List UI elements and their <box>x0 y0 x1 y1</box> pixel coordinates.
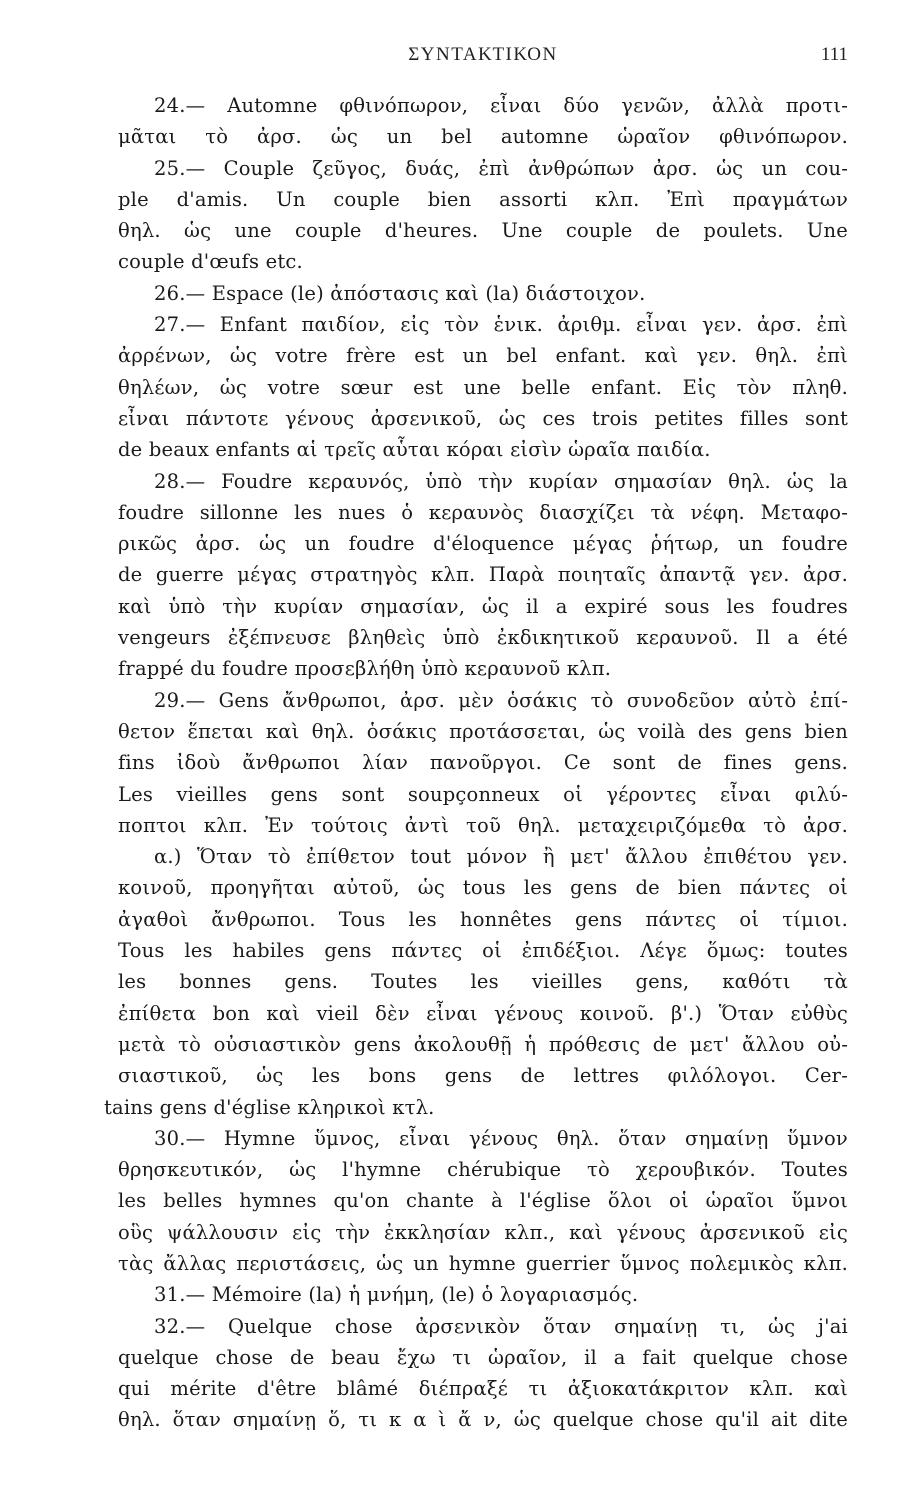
text-line: ρικῶς ἀρσ. ὡς un foudre d'éloquence μέγας ῥήτωρ, un foudre <box>118 532 848 556</box>
text-line: μᾶται τὸ ἀρσ. ὡς un bel automne ὡραῖον φθινόπωρον. <box>118 125 848 149</box>
text-line: 30.— Hymne ὕμνος, εἶναι γένους θηλ. ὅταν σημαίνῃ ὕμνον <box>154 1126 848 1150</box>
running-head <box>118 44 848 74</box>
body-text <box>104 90 848 1436</box>
text-line: ple d'amis. Un couple bien assorti κλπ. Ἐπὶ πραγμάτων <box>118 187 848 211</box>
text-line: 31.— Mémoire (la) ἡ μνήμη, (le) ὁ λογαριασμός. <box>154 1283 639 1307</box>
text-line: θηλέων, ὡς votre sœur est une belle enfant. Εἰς τὸν πληθ. <box>118 375 848 399</box>
text-line: les bonnes gens. Toutes les vieilles gens, καθότι τὰ <box>118 970 848 994</box>
text-line: οὓς ψάλλουσιν εἰς τὴν ἐκκλησίαν κλπ., καὶ γένους ἀρσενικοῦ εἰς <box>118 1220 848 1244</box>
text-line: θρησκευτικόν, ὡς l'hymne chérubique τὸ χερουβικόν. Toutes <box>118 1158 848 1182</box>
page-title: ΣΥΝΤΑΚΤΙΚΟΝ <box>408 44 558 65</box>
text-line: les belles hymnes qu'on chante à l'église ὅλοι οἱ ὡραῖοι ὕμνοι <box>118 1189 848 1213</box>
page-number: 111 <box>820 44 848 65</box>
text-line: de guerre μέγας στρατηγὸς κλπ. Παρὰ ποιηταῖς ἀπαντᾷ γεν. ἀρσ. <box>118 563 848 587</box>
text-line: θηλ. ὡς une couple d'heures. Une couple de poulets. Une <box>118 219 848 243</box>
text-line: 28.— Foudre κεραυνός, ὑπὸ τὴν κυρίαν σημασίαν θηλ. ὡς la <box>154 469 848 493</box>
text-line: ἀγαθοὶ ἄνθρωποι. Tous les honnêtes gens πάντες οἱ τίμιοι. <box>118 907 848 931</box>
text-line: qui mérite d'être blâmé διέπραξέ τι ἀξιοκατάκριτον κλπ. καὶ <box>118 1377 848 1401</box>
text-line: vengeurs ἐξέπνευσε βληθεὶς ὑπὸ ἐκδικητικοῦ κεραυνοῦ. Il a été <box>118 626 848 650</box>
text-line: εἶναι πάντοτε γένους ἀρσενικοῦ, ὡς ces trois petites filles sont <box>118 406 848 430</box>
text-line: α.) Ὅταν τὸ ἐπίθετον tout μόνον ἢ μετ' ἄλλου ἐπιθέτου γεν. <box>154 845 848 869</box>
text-line: 26.— Espace (le) ἀπόστασις καὶ (la) διάστοιχον. <box>154 281 646 305</box>
text-line: 29.— Gens ἄνθρωποι, ἀρσ. μὲν ὁσάκις τὸ συνοδεῦον αὐτὸ ἐπί- <box>154 688 848 712</box>
text-line: θετον ἕπεται καὶ θηλ. ὁσάκις προτάσσεται, ὡς voilà des gens bien <box>118 719 848 743</box>
text-line: καὶ ὑπὸ τὴν κυρίαν σημασίαν, ὡς il a expiré sous les foudres <box>118 594 848 618</box>
text-line: Tous les habiles gens πάντες οἱ ἐπιδέξιοι. Λέγε ὅμως: toutes <box>118 939 848 963</box>
text-line: τὰς ἄλλας περιστάσεις, ὡς un hymne guerrier ὕμνος πολεμικὸς κλπ. <box>118 1251 848 1275</box>
text-line: de beaux enfants αἱ τρεῖς αὗται κόραι εἰσὶν ὡραῖα παιδία. <box>118 438 711 462</box>
text-line: frappé du foudre προσεβλήθη ὑπὸ κεραυνοῦ κλπ. <box>118 657 612 681</box>
text-line: 25.— Couple ζεῦγος, δυάς, ἐπὶ ἀνθρώπων ἀρσ. ὡς un cou- <box>154 156 848 180</box>
text-line: ἀρρένων, ὡς votre frère est un bel enfant. καὶ γεν. θηλ. ἐπὶ <box>118 344 848 368</box>
text-line: fins ἰδοὺ ἄνθρωποι λίαν πανοῦργοι. Ce sont de fines gens. <box>118 751 848 775</box>
text-line: 27.— Enfant παιδίον, εἰς τὸν ἑνικ. ἀριθμ. εἶναι γεν. ἀρσ. ἐπὶ <box>154 313 848 337</box>
text-line: couple d'œufs etc. <box>118 250 303 274</box>
text-line: ἐπίθετα bon καὶ vieil δὲν εἶναι γένους κοινοῦ. β'.) Ὅταν εὐθὺς <box>118 1001 848 1025</box>
text-line: θηλ. ὅταν σημαίνῃ ὅ, τι κ α ὶ ἄ ν, ὡς quelque chose qu'il ait dite <box>118 1408 848 1432</box>
text-line: quelque chose de beau ἔχω τι ὡραῖον, il a fait quelque chose <box>118 1345 848 1369</box>
text-line: foudre sillonne les nues ὁ κεραυνὸς διασχίζει τὰ νέφη. Μεταφο- <box>118 500 848 524</box>
text-line: μετὰ τὸ οὐσιαστικὸν gens ἀκολουθῇ ἡ πρόθεσις de μετ' ἄλλου οὐ- <box>118 1032 848 1056</box>
text-line: 24.— Automne φθινόπωρον, εἶναι δύο γενῶν, ἀλλὰ προτι- <box>154 94 848 117</box>
text-line: tains gens d'église κληρικοὶ κτλ. <box>104 1095 435 1119</box>
text-line: ποπτοι κλπ. Ἐν τούτοις ἀντὶ τοῦ θηλ. μεταχειριζόμεθα τὸ ἀρσ. <box>118 813 848 837</box>
text-line: 32.— Quelque chose ἀρσενικὸν ὅταν σημαίνῃ τι, ὡς j'ai <box>154 1314 848 1338</box>
text-line: σιαστικοῦ, ὡς les bons gens de lettres φιλόλογοι. Cer- <box>118 1064 848 1088</box>
text-line: κοινοῦ, προηγῆται αὐτοῦ, ὡς tous les gens de bien πάντες οἱ <box>118 876 848 900</box>
text-line: Les vieilles gens sont soupçonneux οἱ γέροντες εἶναι φιλύ- <box>118 782 848 806</box>
